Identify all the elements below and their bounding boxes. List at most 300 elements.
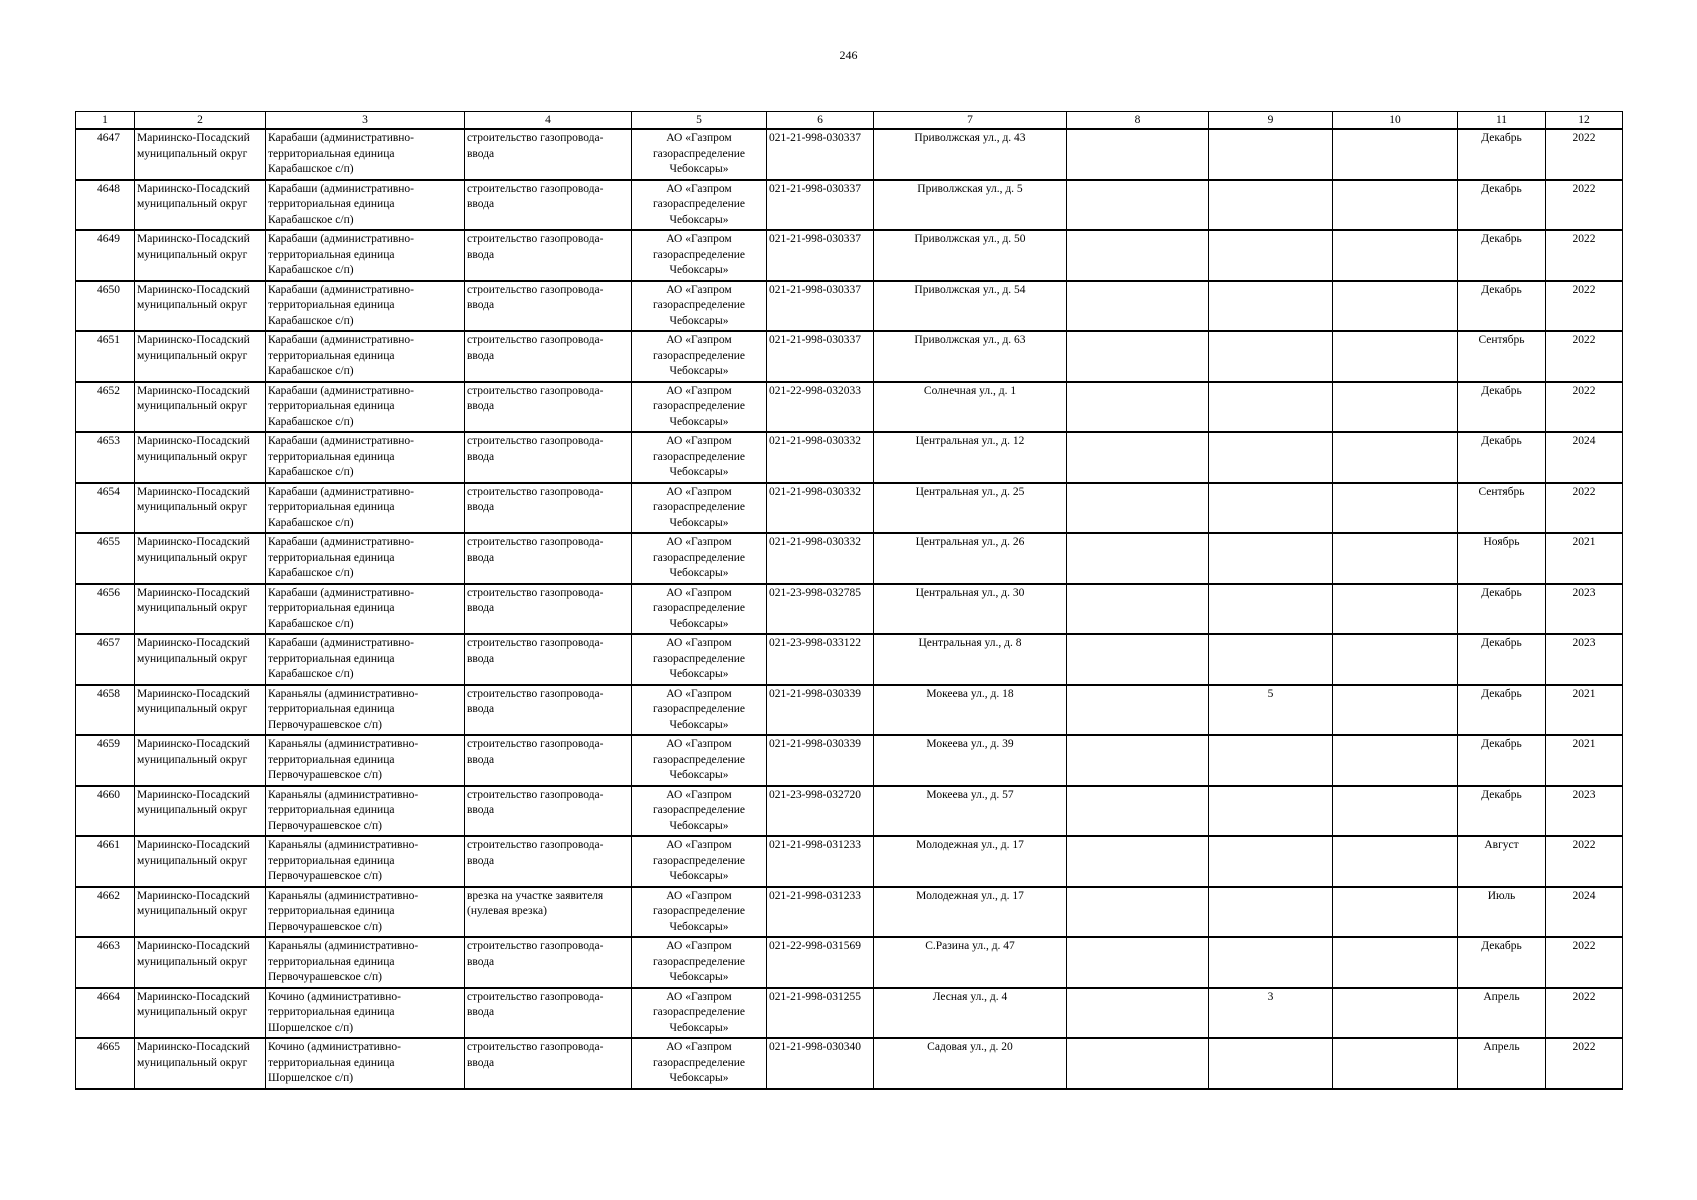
locality-cell-line: территориальная единица xyxy=(268,854,395,867)
table-row xyxy=(76,483,1623,534)
locality-cell-line: Караньялы (административно- xyxy=(268,940,419,952)
district-cell xyxy=(135,230,266,281)
column-9-cell xyxy=(1209,735,1333,786)
organization-cell-line: Чебоксары» xyxy=(669,314,729,327)
locality-cell-line: Карабашское с/п) xyxy=(268,466,354,478)
organization-cell-line: АО «Газпром xyxy=(666,839,732,851)
locality-cell-line: Карабашское с/п) xyxy=(268,264,354,276)
data-table xyxy=(75,111,1623,1090)
locality-cell-line: территориальная единица xyxy=(268,905,395,917)
district-cell-line: Мариинско-Посадский xyxy=(137,990,250,1003)
column-8-cell xyxy=(1067,483,1209,534)
month-cell: Декабрь xyxy=(1458,129,1546,180)
district-cell xyxy=(135,533,266,584)
row-number-cell: 4663 xyxy=(76,937,135,988)
column-header: 5 xyxy=(632,112,767,130)
work-type-cell xyxy=(465,836,632,887)
work-type-cell xyxy=(465,281,632,332)
column-10-cell xyxy=(1333,685,1458,736)
work-type-cell-line: ввода xyxy=(467,602,495,614)
locality-cell-line: Караньялы (административно- xyxy=(268,788,419,801)
locality-cell-line: Шоршелское с/п) xyxy=(268,1072,354,1084)
district-cell-line: Мариинско-Посадский xyxy=(137,889,250,902)
locality-cell xyxy=(266,634,465,685)
locality-cell-line: территориальная единица xyxy=(268,147,395,160)
column-10-cell xyxy=(1333,180,1458,231)
organization-cell xyxy=(632,988,767,1039)
work-type-cell xyxy=(465,180,632,231)
row-number-cell: 4647 xyxy=(76,129,135,180)
work-type-cell xyxy=(465,382,632,433)
organization-cell-line: Чебоксары» xyxy=(669,769,729,781)
organization-cell-line: Чебоксары» xyxy=(669,870,729,882)
locality-cell-line: территориальная единица xyxy=(268,450,395,463)
district-cell-line: Мариинско-Посадский xyxy=(137,283,250,296)
district-cell-line: Мариинско-Посадский xyxy=(137,435,250,447)
address-cell: Центральная ул., д. 25 xyxy=(874,483,1067,534)
organization-cell-line: газораспределение xyxy=(652,198,746,210)
address-cell: Центральная ул., д. 8 xyxy=(874,634,1067,685)
organization-cell-line: АО «Газпром xyxy=(666,182,732,195)
organization-cell-line: газораспределение xyxy=(652,602,746,614)
work-type-cell xyxy=(465,230,632,281)
column-9-cell xyxy=(1209,483,1333,534)
organization-cell-line: газораспределение xyxy=(652,147,746,160)
column-9-cell xyxy=(1209,331,1333,382)
work-type-cell-line: строительство газопровода- xyxy=(467,586,604,599)
district-cell-line: муниципальный округ xyxy=(137,501,248,513)
work-type-cell-line: ввода xyxy=(467,501,495,513)
locality-cell-line: Карабашское с/п) xyxy=(268,314,354,327)
organization-cell xyxy=(632,331,767,382)
column-8-cell xyxy=(1067,735,1209,786)
organization-cell-line: АО «Газпром xyxy=(666,889,732,902)
table-row xyxy=(76,988,1623,1039)
district-cell xyxy=(135,281,266,332)
organization-cell-line: Чебоксары» xyxy=(669,668,729,680)
district-cell-line: Мариинско-Посадский xyxy=(137,687,250,700)
year-cell: 2023 xyxy=(1546,584,1623,635)
row-number-cell: 4665 xyxy=(76,1038,135,1089)
organization-cell-line: АО «Газпром xyxy=(666,687,732,700)
month-cell: Декабрь xyxy=(1458,584,1546,635)
locality-cell-line: Первочурашевское с/п) xyxy=(268,971,382,983)
locality-cell-line: Карабаши (административно- xyxy=(268,485,415,498)
month-cell: Декабрь xyxy=(1458,382,1546,433)
district-cell-line: Мариинско-Посадский xyxy=(137,536,250,548)
district-cell-line: муниципальный округ xyxy=(137,400,248,412)
locality-cell-line: территориальная единица xyxy=(268,753,395,766)
column-10-cell xyxy=(1333,533,1458,584)
organization-cell-line: Чебоксары» xyxy=(669,1021,729,1034)
district-cell xyxy=(135,1038,266,1089)
column-8-cell xyxy=(1067,533,1209,584)
row-number-cell: 4652 xyxy=(76,382,135,433)
month-cell: Декабрь xyxy=(1458,685,1546,736)
work-type-cell-line: ввода xyxy=(467,400,495,412)
column-10-cell xyxy=(1333,432,1458,483)
work-type-cell-line: строительство газопровода- xyxy=(467,384,604,397)
locality-cell-line: территориальная единица xyxy=(268,602,395,614)
district-cell-line: Мариинско-Посадский xyxy=(137,334,250,346)
organization-cell-line: Чебоксары» xyxy=(669,920,729,933)
work-type-cell xyxy=(465,483,632,534)
locality-cell-line: Карабаши (административно- xyxy=(268,182,415,195)
district-cell xyxy=(135,786,266,837)
column-9-cell xyxy=(1209,129,1333,180)
locality-cell xyxy=(266,129,465,180)
work-type-cell-line: ввода xyxy=(467,804,495,816)
locality-cell-line: Карабаши (административно- xyxy=(268,586,415,599)
organization-cell xyxy=(632,685,767,736)
locality-cell-line: территориальная единица xyxy=(268,299,395,311)
locality-cell-line: Карабаши (административно- xyxy=(268,384,415,397)
table-row xyxy=(76,786,1623,837)
organization-cell xyxy=(632,230,767,281)
organization-cell-line: Чебоксары» xyxy=(669,163,729,175)
year-cell: 2022 xyxy=(1546,331,1623,382)
column-10-cell xyxy=(1333,988,1458,1039)
locality-cell-line: Карабаши (административно- xyxy=(268,283,415,296)
district-cell-line: Мариинско-Посадский xyxy=(137,940,250,952)
locality-cell xyxy=(266,836,465,887)
organization-cell-line: АО «Газпром xyxy=(666,233,732,245)
locality-cell-line: Карабаши (административно- xyxy=(268,637,415,649)
district-cell-line: Мариинско-Посадский xyxy=(137,132,250,144)
work-type-cell-line: ввода xyxy=(467,955,495,968)
table-row xyxy=(76,331,1623,382)
work-type-cell-line: строительство газопровода- xyxy=(467,536,604,548)
district-cell-line: муниципальный округ xyxy=(137,905,248,917)
work-type-cell-line: строительство газопровода- xyxy=(467,485,604,498)
work-type-cell xyxy=(465,634,632,685)
work-type-cell-line: ввода xyxy=(467,248,495,261)
code-cell: 021-22-998-031569 xyxy=(767,937,874,988)
work-type-cell-line: ввода xyxy=(467,198,495,210)
month-cell: Сентябрь xyxy=(1458,331,1546,382)
locality-cell-line: Первочурашевское с/п) xyxy=(268,718,382,731)
organization-cell-line: Чебоксары» xyxy=(669,213,729,226)
column-9-cell: 3 xyxy=(1209,988,1333,1039)
address-cell: С.Разина ул., д. 47 xyxy=(874,937,1067,988)
column-10-cell xyxy=(1333,230,1458,281)
code-cell: 021-21-998-030337 xyxy=(767,331,874,382)
work-type-cell-line: строительство газопровода- xyxy=(467,788,604,801)
column-9-cell xyxy=(1209,836,1333,887)
district-cell-line: муниципальный округ xyxy=(137,299,248,311)
district-cell-line: муниципальный округ xyxy=(137,703,248,715)
year-cell: 2022 xyxy=(1546,129,1623,180)
organization-cell xyxy=(632,382,767,433)
column-8-cell xyxy=(1067,786,1209,837)
work-type-cell-line: строительство газопровода- xyxy=(467,283,604,296)
year-cell: 2022 xyxy=(1546,1038,1623,1089)
work-type-cell xyxy=(465,786,632,837)
organization-cell-line: Чебоксары» xyxy=(669,819,729,832)
row-number-cell: 4658 xyxy=(76,685,135,736)
organization-cell xyxy=(632,887,767,938)
organization-cell-line: АО «Газпром xyxy=(666,435,732,447)
work-type-cell xyxy=(465,533,632,584)
locality-cell xyxy=(266,584,465,635)
locality-cell xyxy=(266,887,465,938)
district-cell-line: Мариинско-Посадский xyxy=(137,1041,250,1053)
row-number-cell: 4659 xyxy=(76,735,135,786)
month-cell: Апрель xyxy=(1458,988,1546,1039)
organization-cell-line: АО «Газпром xyxy=(666,334,732,346)
organization-cell-line: газораспределение xyxy=(652,753,746,766)
locality-cell-line: Первочурашевское с/п) xyxy=(268,920,382,933)
organization-cell-line: газораспределение xyxy=(652,652,746,665)
column-8-cell xyxy=(1067,230,1209,281)
locality-cell xyxy=(266,483,465,534)
organization-cell-line: газораспределение xyxy=(652,1056,746,1069)
work-type-cell xyxy=(465,988,632,1039)
address-cell: Центральная ул., д. 26 xyxy=(874,533,1067,584)
column-header: 8 xyxy=(1067,112,1209,130)
locality-cell xyxy=(266,786,465,837)
row-number-cell: 4649 xyxy=(76,230,135,281)
organization-cell-line: Чебоксары» xyxy=(669,516,729,529)
column-header: 10 xyxy=(1333,112,1458,130)
column-8-cell xyxy=(1067,836,1209,887)
column-header: 9 xyxy=(1209,112,1333,130)
address-cell: Мокеева ул., д. 57 xyxy=(874,786,1067,837)
locality-cell xyxy=(266,735,465,786)
address-cell: Приволжская ул., д. 43 xyxy=(874,129,1067,180)
district-cell xyxy=(135,129,266,180)
organization-cell xyxy=(632,533,767,584)
work-type-cell-line: ввода xyxy=(467,551,495,564)
column-10-cell xyxy=(1333,786,1458,837)
month-cell: Декабрь xyxy=(1458,735,1546,786)
year-cell: 2023 xyxy=(1546,634,1623,685)
column-9-cell xyxy=(1209,382,1333,433)
locality-cell-line: Кочино (административно- xyxy=(268,1041,401,1053)
column-8-cell xyxy=(1067,331,1209,382)
year-cell: 2024 xyxy=(1546,887,1623,938)
organization-cell-line: Чебоксары» xyxy=(669,1072,729,1084)
column-9-cell xyxy=(1209,432,1333,483)
month-cell: Декабрь xyxy=(1458,937,1546,988)
locality-cell-line: Карабашское с/п) xyxy=(268,668,354,680)
organization-cell-line: газораспределение xyxy=(652,450,746,463)
locality-cell-line: территориальная единица xyxy=(268,198,395,210)
district-cell-line: муниципальный округ xyxy=(137,804,248,816)
organization-cell-line: газораспределение xyxy=(652,955,746,968)
work-type-cell xyxy=(465,432,632,483)
column-9-cell xyxy=(1209,937,1333,988)
month-cell: Август xyxy=(1458,836,1546,887)
organization-cell-line: АО «Газпром xyxy=(666,990,732,1003)
year-cell: 2022 xyxy=(1546,230,1623,281)
organization-cell-line: АО «Газпром xyxy=(666,283,732,296)
organization-cell-line: газораспределение xyxy=(652,551,746,564)
year-cell: 2022 xyxy=(1546,281,1623,332)
organization-cell-line: Чебоксары» xyxy=(669,365,729,377)
district-cell xyxy=(135,685,266,736)
column-10-cell xyxy=(1333,634,1458,685)
organization-cell-line: АО «Газпром xyxy=(666,536,732,548)
year-cell: 2023 xyxy=(1546,786,1623,837)
year-cell: 2024 xyxy=(1546,432,1623,483)
code-cell: 021-21-998-031233 xyxy=(767,836,874,887)
organization-cell-line: газораспределение xyxy=(652,1006,746,1018)
month-cell: Ноябрь xyxy=(1458,533,1546,584)
locality-cell-line: территориальная единица xyxy=(268,1056,395,1069)
row-number-cell: 4650 xyxy=(76,281,135,332)
work-type-cell xyxy=(465,887,632,938)
year-cell: 2021 xyxy=(1546,735,1623,786)
code-cell: 021-21-998-030337 xyxy=(767,129,874,180)
organization-cell xyxy=(632,483,767,534)
column-9-cell xyxy=(1209,634,1333,685)
column-10-cell xyxy=(1333,584,1458,635)
locality-cell-line: Карабашское с/п) xyxy=(268,365,354,377)
district-cell xyxy=(135,735,266,786)
month-cell: Декабрь xyxy=(1458,634,1546,685)
district-cell-line: Мариинско-Посадский xyxy=(137,384,250,397)
work-type-cell xyxy=(465,1038,632,1089)
code-cell: 021-21-998-030340 xyxy=(767,1038,874,1089)
locality-cell xyxy=(266,382,465,433)
organization-cell xyxy=(632,129,767,180)
column-9-cell xyxy=(1209,584,1333,635)
page-number: 246 xyxy=(839,48,858,62)
district-cell xyxy=(135,432,266,483)
locality-cell xyxy=(266,331,465,382)
table-row xyxy=(76,432,1623,483)
district-cell xyxy=(135,887,266,938)
address-cell: Лесная ул., д. 4 xyxy=(874,988,1067,1039)
organization-cell-line: Чебоксары» xyxy=(669,971,729,983)
locality-cell-line: Первочурашевское с/п) xyxy=(268,819,382,832)
locality-cell-line: территориальная единица xyxy=(268,1006,395,1018)
locality-cell-line: Первочурашевское с/п) xyxy=(268,870,382,882)
work-type-cell-line: строительство газопровода- xyxy=(467,940,604,952)
column-10-cell xyxy=(1333,483,1458,534)
code-cell: 021-22-998-032033 xyxy=(767,382,874,433)
table-row xyxy=(76,584,1623,635)
work-type-cell-line: ввода xyxy=(467,703,495,715)
table-row xyxy=(76,634,1623,685)
code-cell: 021-21-998-031233 xyxy=(767,887,874,938)
locality-cell-line: территориальная единица xyxy=(268,551,395,564)
district-cell-line: муниципальный округ xyxy=(137,450,248,463)
year-cell: 2022 xyxy=(1546,180,1623,231)
district-cell xyxy=(135,331,266,382)
work-type-cell-line: ввода xyxy=(467,1056,495,1069)
column-8-cell xyxy=(1067,180,1209,231)
organization-cell-line: Чебоксары» xyxy=(669,617,729,630)
table-row xyxy=(76,685,1623,736)
month-cell: Декабрь xyxy=(1458,432,1546,483)
column-8-cell xyxy=(1067,685,1209,736)
address-cell: Центральная ул., д. 30 xyxy=(874,584,1067,635)
district-cell-line: муниципальный округ xyxy=(137,551,248,564)
table-row xyxy=(76,180,1623,231)
district-cell xyxy=(135,180,266,231)
row-number-cell: 4648 xyxy=(76,180,135,231)
column-8-cell xyxy=(1067,584,1209,635)
organization-cell xyxy=(632,584,767,635)
row-number-cell: 4661 xyxy=(76,836,135,887)
column-8-cell xyxy=(1067,1038,1209,1089)
column-header: 1 xyxy=(76,112,135,130)
organization-cell-line: АО «Газпром xyxy=(666,940,732,952)
column-9-cell xyxy=(1209,281,1333,332)
organization-cell xyxy=(632,1038,767,1089)
column-number-header xyxy=(76,112,1623,130)
work-type-cell xyxy=(465,584,632,635)
table-row xyxy=(76,382,1623,433)
locality-cell-line: Караньялы (административно- xyxy=(268,738,419,750)
locality-cell-line: Карабашское с/п) xyxy=(268,213,354,226)
column-8-cell xyxy=(1067,887,1209,938)
district-cell-line: муниципальный округ xyxy=(137,955,248,968)
work-type-cell-line: строительство газопровода- xyxy=(467,687,604,700)
locality-cell-line: территориальная единица xyxy=(268,248,395,261)
row-number-cell: 4656 xyxy=(76,584,135,635)
column-9-cell xyxy=(1209,786,1333,837)
locality-cell-line: территориальная единица xyxy=(268,955,395,968)
organization-cell-line: Чебоксары» xyxy=(669,567,729,579)
code-cell: 021-21-998-030337 xyxy=(767,180,874,231)
organization-cell xyxy=(632,634,767,685)
district-cell-line: муниципальный округ xyxy=(137,198,248,210)
row-number-cell: 4657 xyxy=(76,634,135,685)
work-type-cell-line: врезка на участке заявителя xyxy=(467,889,604,902)
year-cell: 2022 xyxy=(1546,937,1623,988)
column-9-cell xyxy=(1209,180,1333,231)
column-10-cell xyxy=(1333,735,1458,786)
district-cell-line: Мариинско-Посадский xyxy=(137,233,250,245)
locality-cell-line: Караньялы (административно- xyxy=(268,889,419,902)
column-10-cell xyxy=(1333,382,1458,433)
locality-cell-line: Карабаши (административно- xyxy=(268,132,415,144)
district-cell xyxy=(135,634,266,685)
locality-cell-line: Карабашское с/п) xyxy=(268,516,354,529)
column-10-cell xyxy=(1333,281,1458,332)
organization-cell-line: Чебоксары» xyxy=(669,264,729,276)
address-cell: Садовая ул., д. 20 xyxy=(874,1038,1067,1089)
locality-cell-line: территориальная единица xyxy=(268,703,395,715)
organization-cell xyxy=(632,432,767,483)
organization-cell-line: АО «Газпром xyxy=(666,384,732,397)
locality-cell xyxy=(266,988,465,1039)
organization-cell xyxy=(632,786,767,837)
column-10-cell xyxy=(1333,887,1458,938)
organization-cell-line: Чебоксары» xyxy=(669,718,729,731)
district-cell-line: Мариинско-Посадский xyxy=(137,839,250,851)
locality-cell-line: Карабашское с/п) xyxy=(268,415,354,428)
locality-cell xyxy=(266,533,465,584)
district-cell xyxy=(135,483,266,534)
column-8-cell xyxy=(1067,634,1209,685)
table-body xyxy=(76,129,1623,1089)
organization-cell xyxy=(632,937,767,988)
work-type-cell-line: ввода xyxy=(467,299,495,311)
row-number-cell: 4653 xyxy=(76,432,135,483)
code-cell: 021-23-998-033122 xyxy=(767,634,874,685)
month-cell: Декабрь xyxy=(1458,281,1546,332)
column-header: 7 xyxy=(874,112,1067,130)
column-header: 2 xyxy=(135,112,266,130)
district-cell xyxy=(135,988,266,1039)
district-cell xyxy=(135,836,266,887)
district-cell-line: муниципальный округ xyxy=(137,1056,248,1069)
column-8-cell xyxy=(1067,432,1209,483)
